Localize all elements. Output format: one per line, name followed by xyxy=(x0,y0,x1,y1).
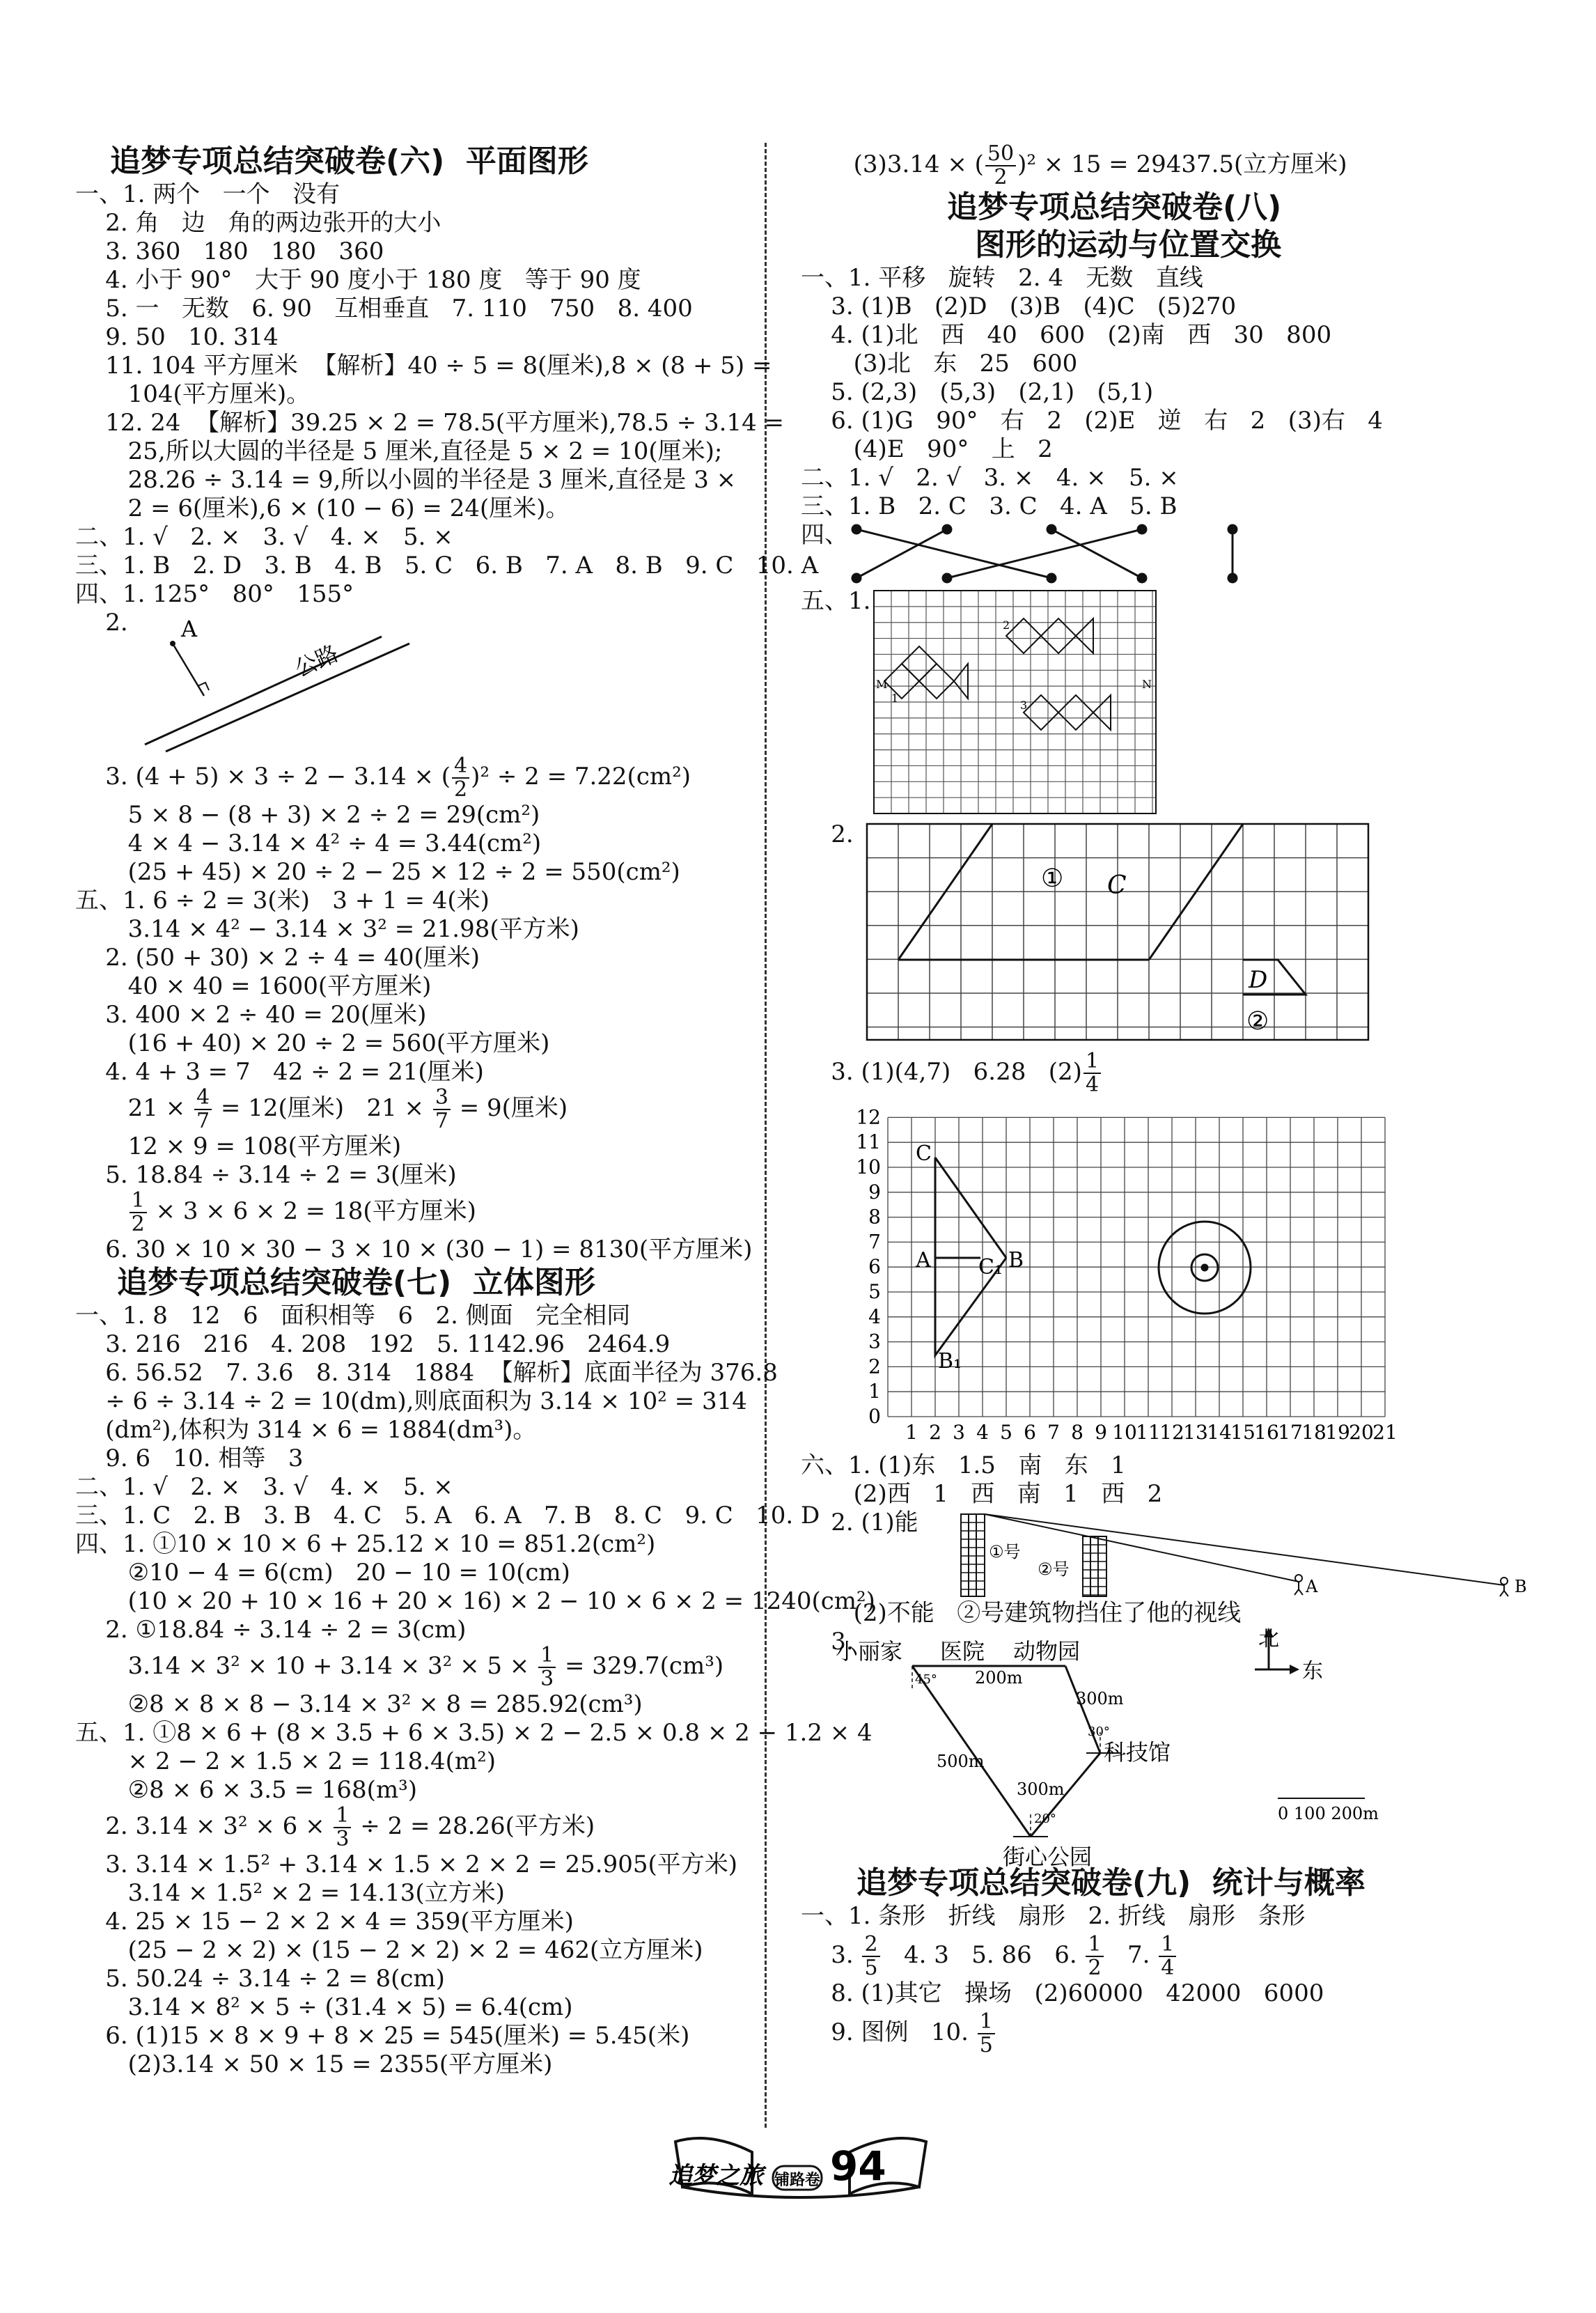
section-four-label: 四、 xyxy=(801,521,848,549)
x-tick-label: 10 xyxy=(1112,1421,1137,1444)
x-tick-label: 18 xyxy=(1301,1421,1327,1444)
point-a-label: A xyxy=(916,1248,931,1272)
answer-line: 3. (1)(4,7) 6.28 (2) $\frac{1}{4}$ xyxy=(801,1050,1553,1096)
x-tick-label: 20 xyxy=(1349,1421,1374,1444)
answer-line: 11. 104 平方厘米 【解析】40 ÷ 5 = 8(厘米),8 × (8 + 5) = xyxy=(75,352,772,380)
angle-45-label: 45° xyxy=(915,1672,937,1687)
angle-20-label: 20° xyxy=(1034,1812,1056,1826)
section-title-8: 追梦专项总结突破卷(八) xyxy=(947,189,1282,225)
fish-grid xyxy=(870,587,1163,817)
y-tick-label: 4 xyxy=(868,1305,881,1328)
answer-line: ÷ 6 ÷ 3.14 ÷ 2 = 10(dm),则底面积为 3.14 × 10² = 314 xyxy=(75,1387,747,1415)
answer-line: 3.14 × 8² × 5 ÷ (31.4 × 5) = 6.4(cm) xyxy=(75,1993,573,2021)
answer-line: 2 = 6(厘米),6 × (10 − 6) = 24(厘米)。 xyxy=(75,494,570,522)
answer-line: 4 × 4 − 3.14 × 4² ÷ 4 = 3.44(cm²) xyxy=(75,830,542,857)
answer-line: × 2 − 2 × 1.5 × 2 = 118.4(m²) xyxy=(75,1747,496,1775)
point-a-label: A xyxy=(181,616,198,642)
grid-label-3: 3 xyxy=(1020,699,1028,712)
answer-line: (3)北 东 25 600 xyxy=(801,350,1078,377)
answer-line: (16 + 40) × 20 ÷ 2 = 560(平方厘米) xyxy=(75,1029,550,1057)
answer-line: 4. 小于 90° 大于 90 度小于 180 度 等于 90 度 xyxy=(75,266,641,294)
answer-line: 三、1. C 2. B 3. B 4. C 5. A 6. A 7. B 8. C 9. C 10. D xyxy=(75,1502,820,1529)
answer-line: 四、1. 125° 80° 155° xyxy=(75,580,354,608)
answer-line: $\frac{1}{2}$ × 3 × 6 × 2 = 18(平方厘米) xyxy=(75,1190,744,1236)
answer-line: 2. 角 边 角的两边张开的大小 xyxy=(75,209,441,237)
answer-line: (10 × 20 + 10 × 16 + 20 × 16) × 2 − 10 × 6 × 2 = 1240(cm²) xyxy=(75,1587,875,1615)
section-title-6: 追梦专项总结突破卷(六) 平面图形 xyxy=(110,143,588,179)
point-b1-label: B₁ xyxy=(938,1349,962,1373)
section-subtitle-8: 图形的运动与位置交换 xyxy=(975,227,1281,263)
answer-line: 五、1. ①8 × 6 + (8 × 3.5 + 6 × 3.5) × 2 − 2.5 × 0.8 × 2 − 1.2 × 4 xyxy=(75,1719,873,1747)
x-tick-label: 13 xyxy=(1183,1421,1208,1444)
y-tick-label: 0 xyxy=(868,1405,881,1428)
matching-lines xyxy=(843,521,1330,587)
person-icon xyxy=(1294,1575,1508,1596)
answer-line: 6. 56.52 7. 3.6 8. 314 1884 【解析】底面半径为 376.8 xyxy=(75,1359,778,1387)
parallelogram-grid-figure xyxy=(801,820,1553,1050)
hospital-label: 医院 xyxy=(940,1638,985,1665)
x-tick-label: 21 xyxy=(1372,1421,1398,1444)
answer-line: 6. (1)15 × 8 × 9 + 8 × 25 = 545(厘米) = 5.45(米) xyxy=(75,2022,690,2050)
answer-line: ②8 × 8 × 8 − 3.14 × 3² × 8 = 285.92(cm³) xyxy=(75,1690,643,1718)
zoo-label: 动物园 xyxy=(1013,1638,1081,1665)
grid-label-1: 1 xyxy=(891,692,899,705)
answer-line: 21 × $\frac{4}{7}$ = 12(厘米) 21 × $\frac{3}{7}$ = 9(厘米) xyxy=(75,1085,568,1133)
answer-line: ②8 × 6 × 3.5 = 168(m³) xyxy=(75,1776,418,1804)
x-tick-label: 6 xyxy=(1024,1421,1036,1444)
person-a-label: A xyxy=(1306,1577,1318,1596)
answer-line: 一、1. 8 12 6 面积相等 6 2. 侧面 完全相同 xyxy=(75,1302,631,1330)
east-arrow-icon xyxy=(1290,1665,1299,1674)
answer-line: (3)3.14 × ( $\frac{50}{2}$ )² × 15 = 29437.5(立方厘米) xyxy=(801,141,1347,189)
x-tick-label: 9 xyxy=(1095,1421,1107,1444)
answer-line: 3. 360 180 180 360 xyxy=(75,237,384,265)
x-tick-label: 14 xyxy=(1207,1421,1232,1444)
translation-grid-figure xyxy=(801,587,1553,820)
route-map xyxy=(829,1627,1441,1870)
answer-line: 6. 30 × 10 × 30 − 3 × 10 × (30 − 1) = 8130(平方厘米) xyxy=(75,1236,753,1263)
answer-line: (25 + 45) × 20 ÷ 2 − 25 × 12 ÷ 2 = 550(cm²) xyxy=(75,858,680,886)
home-label: 小丽家 xyxy=(836,1638,903,1665)
point-c1-label: C₁ xyxy=(978,1255,1003,1279)
y-tick-label: 6 xyxy=(868,1255,881,1279)
page-number: 94 xyxy=(830,2142,886,2190)
answer-line: 4. (1)北 西 40 600 (2)南 西 30 800 xyxy=(801,321,1332,349)
answer-line: 104(平方厘米)。 xyxy=(75,380,311,408)
grid-label-2: 2 xyxy=(1003,618,1010,632)
grid-label-m: M xyxy=(876,678,888,691)
y-tick-label: 9 xyxy=(868,1180,881,1204)
y-tick-label: 1 xyxy=(868,1380,881,1403)
brand-text: 追梦之旅 xyxy=(668,2162,763,2190)
parallelogram-grid xyxy=(863,820,1372,1043)
answer-line: (2)西 1 西 南 1 西 2 xyxy=(801,1480,1163,1508)
answer-line: 5. 18.84 ÷ 3.14 ÷ 2 = 3(厘米) xyxy=(75,1161,457,1189)
x-tick-label: 12 xyxy=(1159,1421,1184,1444)
section-five-label: 五、1. xyxy=(801,587,871,615)
x-tick-label: 8 xyxy=(1071,1421,1083,1444)
answer-line: 12. 24 【解析】39.25 × 2 = 78.5(平方厘米),78.5 ÷ 3.14 = xyxy=(75,409,785,437)
x-tick-label: 17 xyxy=(1278,1421,1303,1444)
answer-line: (2)不能 ②号建筑物挡住了他的视线 xyxy=(801,1599,1242,1627)
answer-line: 25,所以大圆的半径是 5 厘米,直径是 5 × 2 = 10(厘米); xyxy=(75,437,723,465)
badge-text: 铺路卷 xyxy=(774,2172,821,2189)
answer-line: 3. $\frac{2}{5}$ 4. 3 5. 86 6. $\frac{1}{2}$ 7. $\frac{1}{4}$ xyxy=(801,1931,1553,1979)
answer-line: 5. (2,3) (5,3) (2,1) (5,1) xyxy=(801,378,1154,406)
answer-line: 三、1. B 2. D 3. B 4. B 5. C 6. B 7. A 8. B 9. C 10. A xyxy=(75,552,819,579)
page-footer xyxy=(655,2128,947,2204)
answer-line: (2)3.14 × 50 × 15 = 2355(平方厘米) xyxy=(75,2050,553,2078)
answer-line: (dm²),体积为 314 × 6 = 1884(dm³)。 xyxy=(75,1416,537,1444)
north-label: 北 xyxy=(1258,1627,1279,1651)
grid-label-n: N xyxy=(1142,678,1152,691)
x-tick-label: 3 xyxy=(953,1421,965,1444)
answer-line: 3.14 × 3² × 10 + 3.14 × 3² × 5 × $\frac{1}{3}$ = 329.7(cm³) xyxy=(75,1643,724,1691)
answer-line: (25 − 2 × 2) × (15 − 2 × 2) × 2 = 462(立方厘米) xyxy=(75,1936,703,1964)
brand-logo xyxy=(655,2128,947,2204)
answer-line: 2. ①18.84 ÷ 3.14 ÷ 2 = 3(cm) xyxy=(75,1616,467,1644)
point-b-label: B xyxy=(1008,1248,1024,1272)
answer-line: 3. 400 × 2 ÷ 40 = 20(厘米) xyxy=(75,1001,427,1029)
section-title-9: 追梦专项总结突破卷(九) 统计与概率 xyxy=(856,1865,1366,1901)
figure-number: 2. xyxy=(75,609,128,637)
answer-line: 3.14 × 1.5² × 2 = 14.13(立方米) xyxy=(75,1879,505,1907)
answer-line: 一、1. 条形 折线 扇形 2. 折线 扇形 条形 xyxy=(801,1902,1306,1930)
road-diagram xyxy=(131,609,423,755)
answer-line: 2. (50 + 30) × 2 ÷ 4 = 40(厘米) xyxy=(75,944,480,972)
answer-line: 3. 3.14 × 1.5² + 3.14 × 1.5 × 2 × 2 = 25.905(平方米) xyxy=(75,1851,738,1878)
park-label: 街心公园 xyxy=(1003,1844,1093,1870)
answer-line: 9. 图例 10. $\frac{1}{5}$ xyxy=(801,2008,1553,2057)
scale-label: 0 100 200m xyxy=(1278,1804,1379,1823)
answer-line: 五、1. 6 ÷ 2 = 3(米) 3 + 1 = 4(米) xyxy=(75,887,490,914)
distance-500-label: 500m xyxy=(937,1752,985,1771)
shape-label-d: D xyxy=(1249,966,1268,994)
answer-line: 一、1. 两个 一个 没有 xyxy=(75,180,341,208)
museum-label: 科技馆 xyxy=(1104,1739,1171,1766)
answer-line: 二、1. √ 2. × 3. √ 4. × 5. × xyxy=(75,523,453,551)
answer-line: 三、1. B 2. C 3. C 4. A 5. B xyxy=(801,492,1178,520)
answer-line: 六、1. (1)东 1.5 南 东 1 xyxy=(801,1451,1126,1479)
answer-line: 28.26 ÷ 3.14 = 9,所以小圆的半径是 3 厘米,直径是 3 × xyxy=(75,466,737,494)
section-title-7: 追梦专项总结突破卷(七) 立体图形 xyxy=(117,1265,595,1300)
answer-line: 40 × 40 = 1600(平方厘米) xyxy=(75,972,432,1000)
answer-line: 8. (1)其它 操场 (2)60000 42000 6000 xyxy=(801,1979,1324,2007)
answer-line: (4)E 90° 上 2 xyxy=(801,435,1053,463)
angle-30-label: 30° xyxy=(1088,1724,1110,1739)
right-column xyxy=(801,143,1553,2057)
y-tick-label: 2 xyxy=(868,1355,881,1378)
coordinate-grid xyxy=(856,1096,1431,1448)
answer-line: 二、1. √ 2. × 3. √ 4. × 5. × xyxy=(75,1473,453,1501)
y-tick-label: 5 xyxy=(868,1280,881,1303)
route-map-figure xyxy=(801,1627,1553,1870)
x-tick-label: 16 xyxy=(1254,1421,1279,1444)
answer-line: 4. 25 × 15 − 2 × 2 × 4 = 359(平方厘米) xyxy=(75,1908,574,1936)
shape-label-c: C xyxy=(1107,871,1127,900)
shape-label-1: ① xyxy=(1041,864,1064,893)
road-figure xyxy=(75,609,744,755)
x-tick-label: 4 xyxy=(976,1421,989,1444)
distance-200-label: 200m xyxy=(975,1668,1023,1688)
column-divider xyxy=(765,143,767,2128)
x-tick-label: 5 xyxy=(1000,1421,1012,1444)
y-tick-label: 12 xyxy=(856,1105,881,1129)
y-tick-label: 7 xyxy=(868,1230,881,1254)
x-tick-label: 7 xyxy=(1047,1421,1060,1444)
line-of-sight-figure xyxy=(801,1509,1553,1599)
building-1-label: ①号 xyxy=(989,1542,1021,1562)
answer-line: 5. 一 无数 6. 90 互相垂直 7. 110 750 8. 400 xyxy=(75,295,693,322)
answer-line: 4. 4 + 3 = 7 42 ÷ 2 = 21(厘米) xyxy=(75,1058,484,1086)
y-tick-label: 3 xyxy=(868,1330,881,1353)
x-tick-label: 2 xyxy=(929,1421,941,1444)
answer-line: 6. (1)G 90° 右 2 (2)E 逆 右 2 (3)右 4 xyxy=(801,407,1383,435)
answer-line: 一、1. 平移 旋转 2. 4 无数 直线 xyxy=(801,264,1203,292)
x-tick-label: 19 xyxy=(1325,1421,1350,1444)
answer-line: 3. (4 + 5) × 3 ÷ 2 − 3.14 × ( $\frac{4}{2}$ )² ÷ 2 = 7.22(cm²) xyxy=(75,754,691,802)
distance-300-label: 300m xyxy=(1017,1779,1065,1799)
answer-line: 12 × 9 = 108(平方厘米) xyxy=(75,1132,402,1160)
answer-line: 9. 50 10. 314 xyxy=(75,323,279,351)
figure-number: 3. xyxy=(801,1628,854,1656)
x-tick-label: 15 xyxy=(1230,1421,1255,1444)
x-tick-label: 11 xyxy=(1136,1421,1161,1444)
matching-figure xyxy=(801,521,1553,587)
point-c-label: C xyxy=(916,1142,932,1166)
answer-line: 2. (1)能 xyxy=(801,1509,918,1536)
x-tick-label: 1 xyxy=(905,1421,918,1444)
y-tick-label: 10 xyxy=(856,1155,881,1178)
y-tick-label: 11 xyxy=(856,1130,881,1154)
answer-line: 9. 6 10. 相等 3 xyxy=(75,1444,304,1472)
answer-line: 3. 216 216 4. 208 192 5. 1142.96 2464.9 xyxy=(75,1330,671,1358)
coordinate-grid-figure xyxy=(801,1096,1553,1451)
sight-diagram xyxy=(954,1509,1581,1599)
figure-number: 2. xyxy=(801,820,854,848)
answer-line: ②10 − 4 = 6(cm) 20 − 10 = 10(cm) xyxy=(75,1559,570,1587)
distance-300-label: 300m xyxy=(1076,1689,1124,1708)
answer-line: 3. (1)B (2)D (3)B (4)C (5)270 xyxy=(801,293,1237,320)
shape-label-2: ② xyxy=(1246,1007,1269,1036)
road-label: 公路 xyxy=(290,639,343,683)
answer-line: 二、1. √ 2. √ 3. × 4. × 5. × xyxy=(801,464,1179,492)
answer-line: 四、1. ①10 × 10 × 6 + 25.12 × 10 = 851.2(cm²) xyxy=(75,1530,656,1558)
answer-line: 5. 50.24 ÷ 3.14 ÷ 2 = 8(cm) xyxy=(75,1965,445,1993)
building-2-label: ②号 xyxy=(1038,1559,1070,1579)
answer-line: 5 × 8 − (8 + 3) × 2 ÷ 2 = 29(cm²) xyxy=(75,801,540,829)
east-label: 东 xyxy=(1302,1659,1323,1683)
answer-line: 3.14 × 4² − 3.14 × 3² = 21.98(平方米) xyxy=(75,915,579,943)
person-b-label: B xyxy=(1515,1577,1527,1596)
y-tick-label: 8 xyxy=(868,1205,881,1229)
answer-line: 2. 3.14 × 3² × 6 × $\frac{1}{3}$ ÷ 2 = 28.26(平方米) xyxy=(75,1803,595,1851)
